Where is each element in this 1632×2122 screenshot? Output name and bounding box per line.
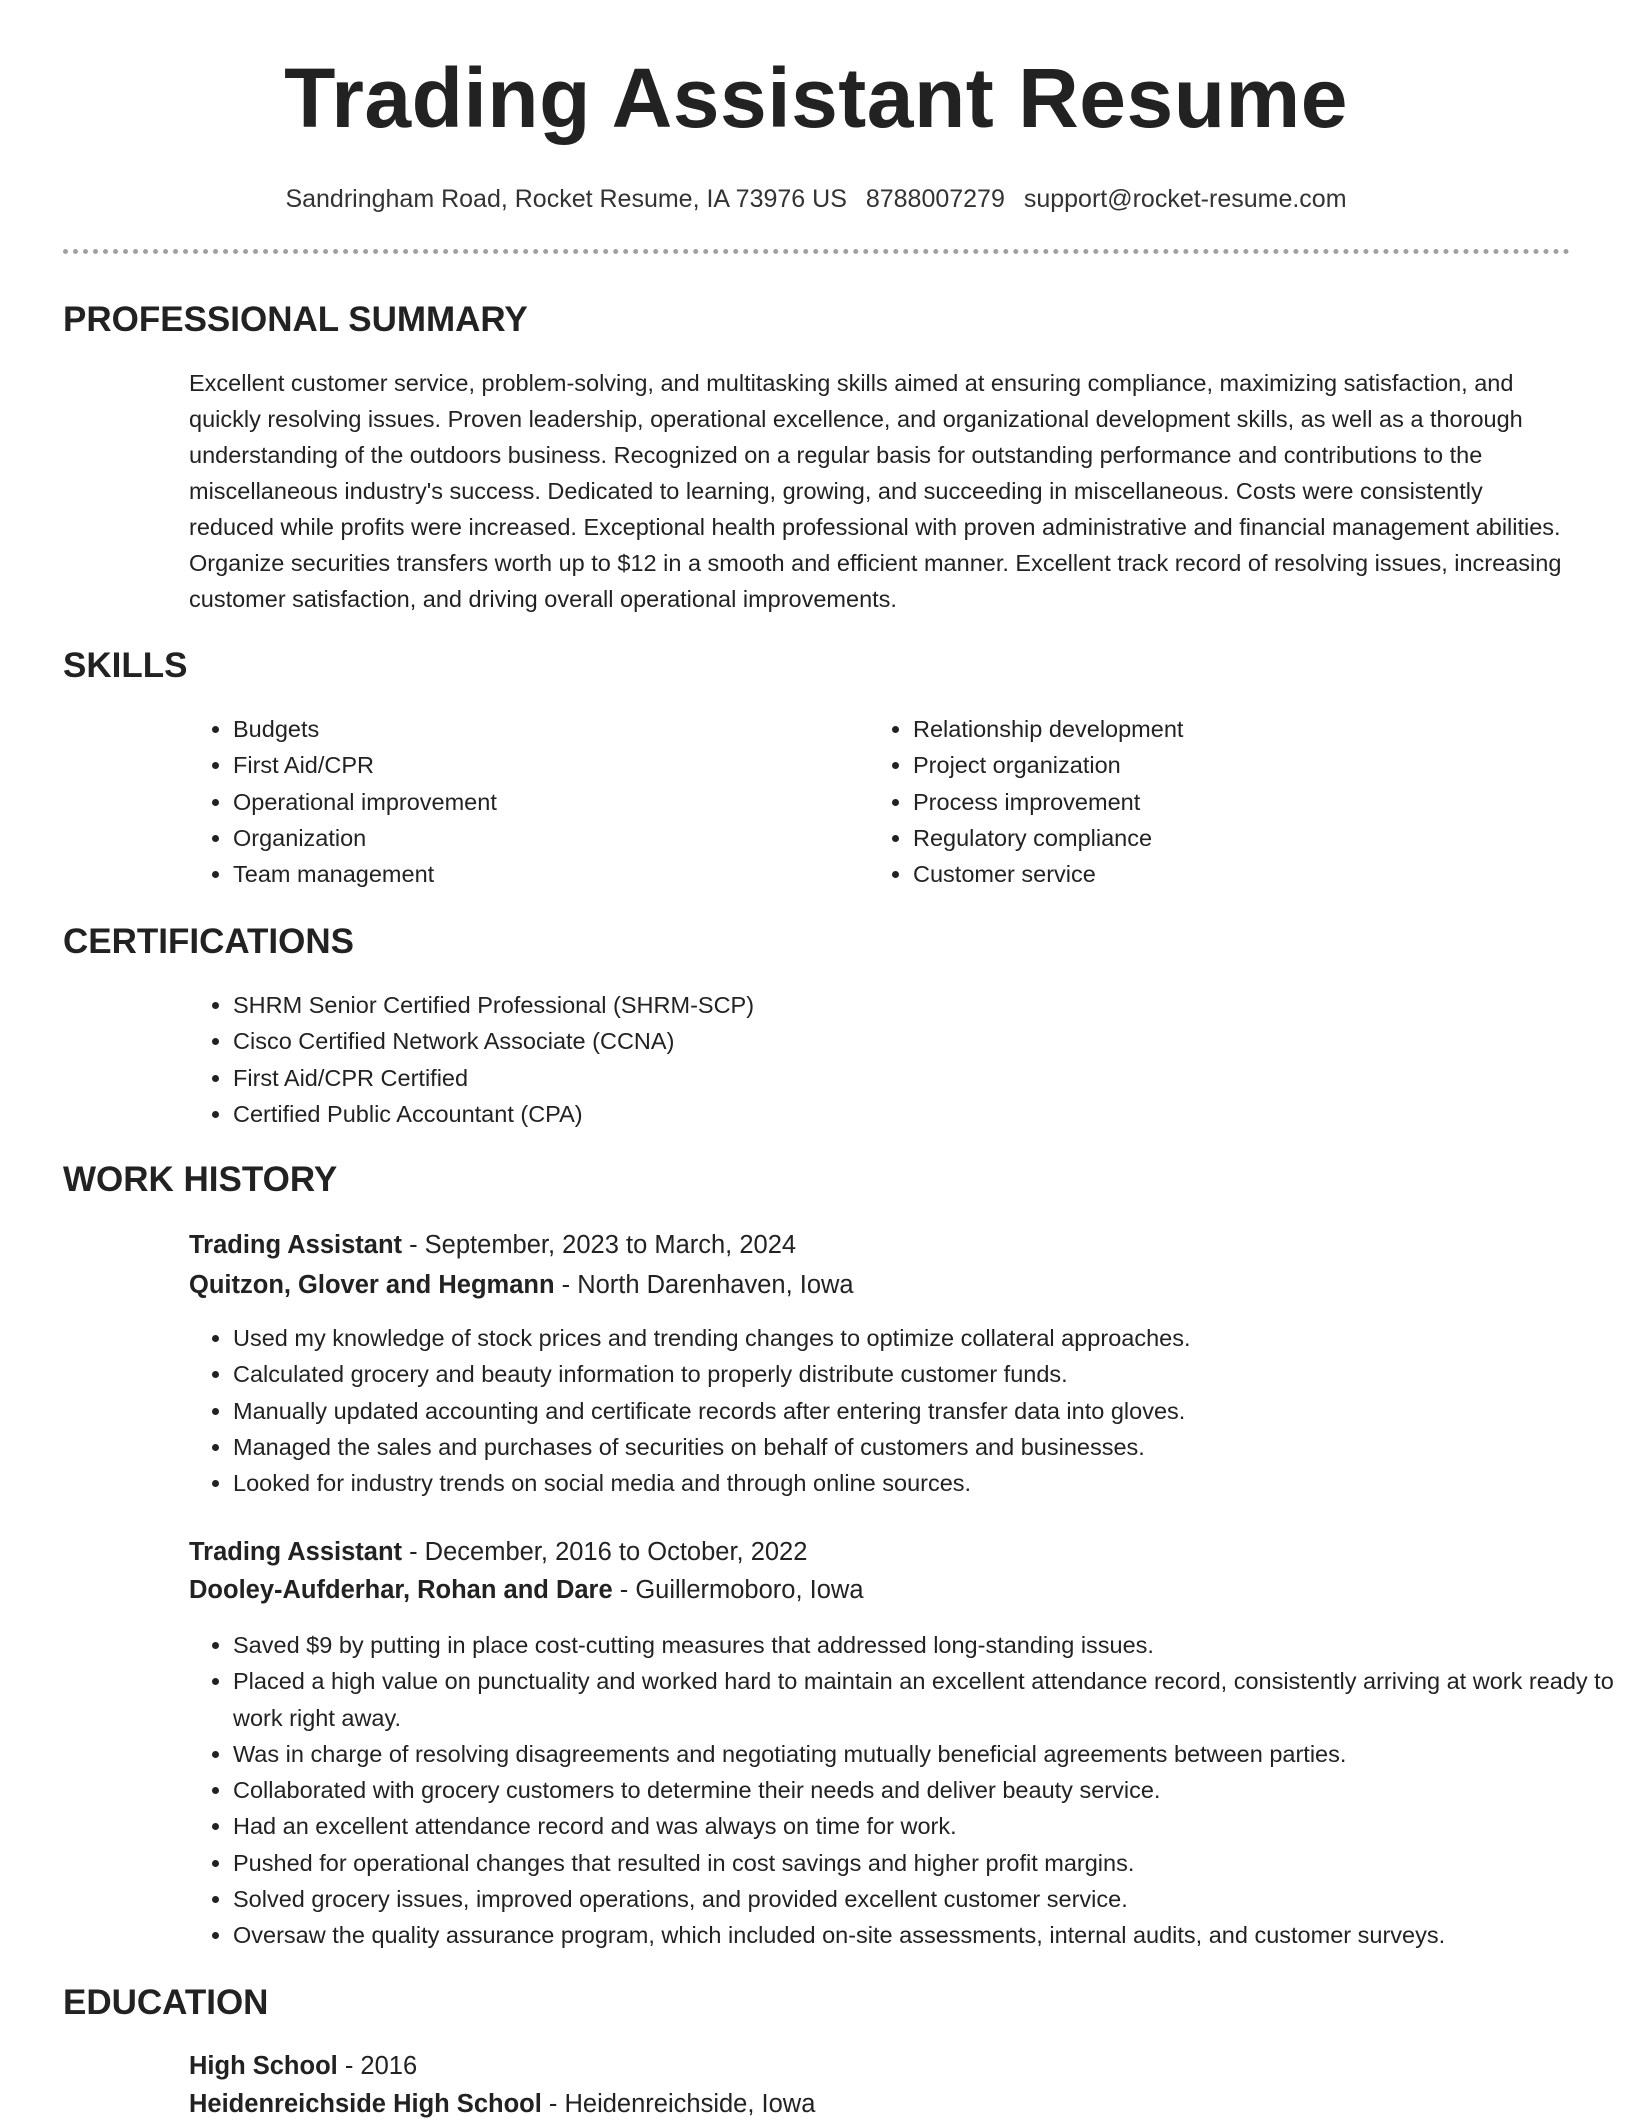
education-degree-line bbox=[189, 2048, 417, 2084]
list-item: • Collaborated with grocery customers to determine their needs and deliver beauty service. bbox=[233, 1772, 1618, 1808]
job-1-bullets bbox=[189, 1320, 1618, 1501]
list-item: • SHRM Senior Certified Professional (SHRM-SCP) bbox=[233, 987, 1533, 1023]
list-item: • Customer service bbox=[913, 856, 1513, 892]
list-item: • First Aid/CPR bbox=[233, 747, 833, 783]
list-item: • Manually updated accounting and certificate records after entering transfer data into gloves. bbox=[233, 1393, 1618, 1429]
list-item: • Oversaw the quality assurance program, which included on-site assessments, internal audits, and customer surveys. bbox=[233, 1917, 1618, 1953]
skills-list-right bbox=[869, 711, 1513, 892]
job-1-title-line bbox=[189, 1227, 796, 1263]
resume-title: Trading Assistant Resume bbox=[284, 51, 1348, 145]
list-item: • Regulatory compliance bbox=[913, 820, 1513, 856]
job-2-bullets bbox=[189, 1627, 1618, 1954]
skills-list-left bbox=[189, 711, 833, 892]
summary-text: Excellent customer service, problem-solving, and multitasking skills aimed at ensuring compliance, maximizing satisfaction, and quickly resolving issues. Proven leadership, operational excellence, and organizational development skills, as well as a thorough understanding of the outdoors business. Recognized on a regular basis for outstanding performance and contributions to the miscellaneous industry's success. Dedicated to learning, growing, and succeeding in miscellaneous. Costs were consistently reduced while profits were increased. Exceptional health professional with proven administrative and financial management abilities. Organize securities transfers worth up to $12 in a smooth and efficient manner. Excellent track record of resolving issues, increasing customer satisfaction, and driving overall operational improvements. bbox=[189, 370, 1562, 612]
list-item: • Was in charge of resolving disagreements and negotiating mutually beneficial agreements between parties. bbox=[233, 1736, 1618, 1772]
list-item: • Operational improvement bbox=[233, 784, 833, 820]
list-item: • Organization bbox=[233, 820, 833, 856]
list-item: • Had an excellent attendance record and was always on time for work. bbox=[233, 1808, 1618, 1844]
job-title: Trading Assistant bbox=[189, 1231, 403, 1259]
list-item: • Cisco Certified Network Associate (CCNA) bbox=[233, 1023, 1533, 1059]
list-item: • Used my knowledge of stock prices and trending changes to optimize collateral approaches. bbox=[233, 1320, 1618, 1356]
education-school-line bbox=[189, 2086, 815, 2122]
job-location: - Guillermoboro, Iowa bbox=[612, 1576, 864, 1604]
header-divider bbox=[63, 249, 1570, 254]
job-title: Trading Assistant bbox=[189, 1538, 403, 1566]
job-company: Quitzon, Glover and Hegmann bbox=[189, 1271, 555, 1299]
list-item: • Team management bbox=[233, 856, 833, 892]
job-dates: - September, 2023 to March, 2024 bbox=[402, 1231, 797, 1259]
list-item: • Project organization bbox=[913, 747, 1513, 783]
list-item: • Managed the sales and purchases of securities on behalf of customers and businesses. bbox=[233, 1429, 1618, 1465]
education-school: Heidenreichside High School bbox=[189, 2090, 542, 2118]
job-dates: - December, 2016 to October, 2022 bbox=[402, 1538, 808, 1566]
work-history-heading: WORK HISTORY bbox=[63, 1160, 338, 1199]
certifications-list bbox=[189, 987, 1533, 1132]
job-1-company-line bbox=[189, 1267, 854, 1303]
education-location: - Heidenreichside, Iowa bbox=[541, 2090, 816, 2118]
list-item: • Saved $9 by putting in place cost-cutting measures that addressed long-standing issues. bbox=[233, 1627, 1618, 1663]
list-item: • Certified Public Accountant (CPA) bbox=[233, 1096, 1533, 1132]
job-2-title-line bbox=[189, 1534, 807, 1570]
list-item: • Looked for industry trends on social media and through online sources. bbox=[233, 1465, 1618, 1501]
job-company: Dooley-Aufderhar, Rohan and Dare bbox=[189, 1576, 613, 1604]
education-degree: High School bbox=[189, 2052, 338, 2080]
job-location: - North Darenhaven, Iowa bbox=[554, 1271, 854, 1299]
list-item: • Placed a high value on punctuality and worked hard to maintain an excellent attendance record, consistently arriving at work ready to work right away. bbox=[233, 1663, 1618, 1736]
list-item: • Budgets bbox=[233, 711, 833, 747]
education-heading: EDUCATION bbox=[63, 1983, 269, 2022]
list-item: • Relationship development bbox=[913, 711, 1513, 747]
list-item: • First Aid/CPR Certified bbox=[233, 1060, 1533, 1096]
skills-heading: SKILLS bbox=[63, 646, 188, 685]
contact-phone: 8788007279 bbox=[865, 185, 1005, 213]
list-item: • Process improvement bbox=[913, 784, 1513, 820]
summary-heading: PROFESSIONAL SUMMARY bbox=[63, 300, 528, 339]
contact-email: support@rocket-resume.com bbox=[1023, 185, 1347, 213]
certifications-heading: CERTIFICATIONS bbox=[63, 922, 355, 961]
job-2-company-line bbox=[189, 1572, 864, 1608]
contact-line bbox=[0, 181, 1632, 217]
education-year: - 2016 bbox=[337, 2052, 418, 2080]
list-item: • Pushed for operational changes that resulted in cost savings and higher profit margins. bbox=[233, 1845, 1618, 1881]
contact-address: Sandringham Road, Rocket Resume, IA 73976 US bbox=[285, 185, 847, 213]
list-item: • Solved grocery issues, improved operations, and provided excellent customer service. bbox=[233, 1881, 1618, 1917]
list-item: • Calculated grocery and beauty information to properly distribute customer funds. bbox=[233, 1356, 1618, 1392]
